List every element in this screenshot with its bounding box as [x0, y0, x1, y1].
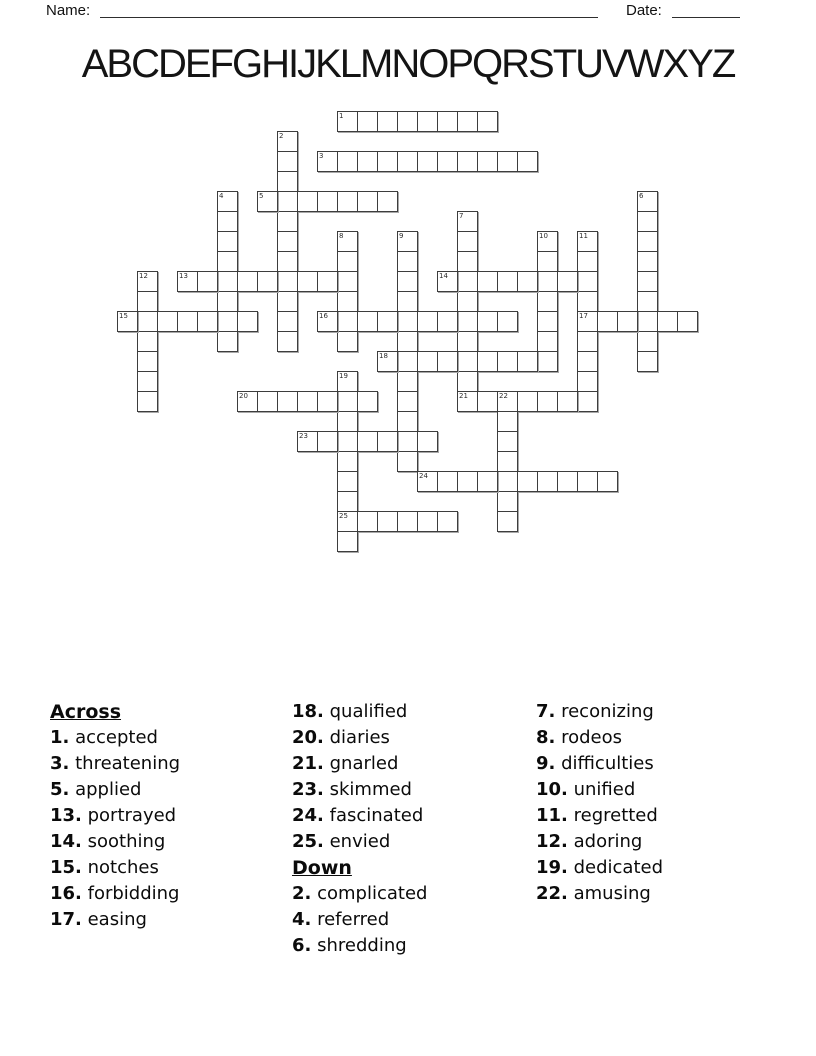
grid-cell[interactable] — [337, 371, 358, 392]
grid-cell[interactable] — [477, 151, 498, 172]
grid-cell[interactable] — [217, 291, 238, 312]
grid-cell[interactable] — [297, 191, 318, 212]
clue-word: gnarled — [323, 753, 399, 774]
grid-cell[interactable] — [537, 471, 558, 492]
grid-cell[interactable] — [517, 151, 538, 172]
grid-cell[interactable] — [537, 251, 558, 272]
clue-item — [292, 829, 427, 855]
cell-number: 7 — [459, 212, 464, 220]
grid-cell[interactable] — [237, 271, 258, 292]
clue-item — [50, 881, 180, 907]
grid-cell[interactable] — [477, 271, 498, 292]
grid-cell[interactable] — [457, 211, 478, 232]
clue-item — [50, 803, 180, 829]
grid-cell[interactable] — [217, 231, 238, 252]
grid-cell[interactable] — [237, 391, 258, 412]
grid-cell[interactable] — [357, 391, 378, 412]
grid-cell[interactable] — [497, 311, 518, 332]
grid-cell[interactable] — [517, 471, 538, 492]
grid-cell[interactable] — [637, 291, 658, 312]
cell-number: 18 — [379, 352, 388, 360]
grid-cell[interactable] — [417, 311, 438, 332]
grid-cell[interactable] — [417, 431, 438, 452]
grid-cell[interactable] — [217, 251, 238, 272]
clue-number: 3. — [50, 753, 70, 774]
grid-cell[interactable] — [397, 451, 418, 472]
grid-cell[interactable] — [577, 471, 598, 492]
grid-cell[interactable] — [497, 411, 518, 432]
grid-cell[interactable] — [137, 391, 158, 412]
grid-cell[interactable] — [557, 271, 578, 292]
grid-cell[interactable] — [497, 431, 518, 452]
grid-cell[interactable] — [497, 511, 518, 532]
grid-cell[interactable] — [317, 311, 338, 332]
grid-cell[interactable] — [257, 391, 278, 412]
grid-cell[interactable] — [457, 311, 478, 332]
grid-cell[interactable] — [257, 271, 278, 292]
grid-cell[interactable] — [637, 331, 658, 352]
grid-cell[interactable] — [517, 351, 538, 372]
grid-cell[interactable] — [277, 291, 298, 312]
cell-number: 2 — [279, 132, 284, 140]
grid-cell[interactable] — [257, 191, 278, 212]
clue-item — [292, 933, 427, 959]
name-label: Name: — [46, 2, 91, 19]
grid-cell[interactable] — [337, 411, 358, 432]
clues-section-header: Down — [292, 857, 352, 879]
grid-cell[interactable] — [137, 291, 158, 312]
grid-cell[interactable] — [357, 431, 378, 452]
clue-word: applied — [69, 779, 142, 800]
grid-cell[interactable] — [197, 271, 218, 292]
grid-cell[interactable] — [357, 311, 378, 332]
grid-cell[interactable] — [417, 111, 438, 132]
grid-cell[interactable] — [137, 271, 158, 292]
clue-number: 14. — [50, 831, 82, 852]
grid-cell[interactable] — [397, 111, 418, 132]
cell-number: 15 — [119, 312, 128, 320]
grid-cell[interactable] — [277, 211, 298, 232]
grid-cell[interactable] — [497, 351, 518, 372]
clue-item — [292, 777, 427, 803]
clue-word: complicated — [311, 883, 428, 904]
grid-cell[interactable] — [397, 371, 418, 392]
clue-number: 6. — [292, 935, 312, 956]
grid-cell[interactable] — [277, 331, 298, 352]
grid-cell[interactable] — [317, 431, 338, 452]
grid-cell[interactable] — [277, 271, 298, 292]
grid-cell[interactable] — [537, 391, 558, 412]
grid-cell[interactable] — [377, 151, 398, 172]
grid-cell[interactable] — [457, 271, 478, 292]
grid-cell[interactable] — [457, 331, 478, 352]
grid-cell[interactable] — [577, 391, 598, 412]
grid-cell[interactable] — [337, 231, 358, 252]
grid-cell[interactable] — [557, 391, 578, 412]
grid-cell[interactable] — [437, 471, 458, 492]
grid-cell[interactable] — [457, 351, 478, 372]
clue-word: threatening — [69, 753, 181, 774]
grid-cell[interactable] — [337, 471, 358, 492]
grid-cell[interactable] — [377, 191, 398, 212]
grid-cell[interactable] — [457, 231, 478, 252]
clue-number: 13. — [50, 805, 82, 826]
grid-cell[interactable] — [417, 511, 438, 532]
grid-cell[interactable] — [637, 351, 658, 372]
cell-number: 4 — [219, 192, 224, 200]
clue-word: accepted — [69, 727, 158, 748]
grid-cell[interactable] — [337, 271, 358, 292]
clue-word: regretted — [567, 805, 658, 826]
clue-number: 17. — [50, 909, 82, 930]
grid-cell[interactable] — [197, 311, 218, 332]
grid-cell[interactable] — [457, 471, 478, 492]
grid-cell[interactable] — [537, 331, 558, 352]
grid-cell[interactable] — [577, 331, 598, 352]
grid-cell[interactable] — [437, 351, 458, 372]
grid-cell[interactable] — [577, 291, 598, 312]
cell-number: 11 — [579, 232, 588, 240]
clues-section-header: Across — [50, 701, 122, 723]
grid-cell[interactable] — [577, 271, 598, 292]
grid-cell[interactable] — [397, 251, 418, 272]
date-label: Date: — [626, 2, 662, 19]
clue-word: shredding — [311, 935, 407, 956]
clue-word: skimmed — [323, 779, 412, 800]
clue-column-3 — [536, 699, 663, 907]
grid-cell[interactable] — [577, 251, 598, 272]
grid-cell[interactable] — [277, 251, 298, 272]
cell-number: 8 — [339, 232, 344, 240]
grid-cell[interactable] — [277, 151, 298, 172]
name-blank-line[interactable] — [100, 3, 598, 18]
clue-number: 7. — [536, 701, 556, 722]
clue-item — [292, 699, 427, 725]
clue-word: adoring — [567, 831, 643, 852]
grid-cell[interactable] — [637, 271, 658, 292]
grid-cell[interactable] — [217, 331, 238, 352]
cell-number: 10 — [539, 232, 548, 240]
clue-item — [292, 751, 427, 777]
clue-item — [536, 803, 663, 829]
grid-cell[interactable] — [397, 331, 418, 352]
grid-cell[interactable] — [337, 391, 358, 412]
grid-cell[interactable] — [617, 311, 638, 332]
grid-cell[interactable] — [277, 171, 298, 192]
grid-cell[interactable] — [297, 391, 318, 412]
clue-number: 1. — [50, 727, 70, 748]
grid-cell[interactable] — [377, 351, 398, 372]
grid-cell[interactable] — [277, 311, 298, 332]
grid-cell[interactable] — [657, 311, 678, 332]
grid-cell[interactable] — [477, 471, 498, 492]
grid-cell[interactable] — [497, 471, 518, 492]
grid-cell[interactable] — [477, 391, 498, 412]
grid-cell[interactable] — [337, 311, 358, 332]
cell-number: 6 — [639, 192, 644, 200]
grid-cell[interactable] — [537, 311, 558, 332]
grid-cell[interactable] — [537, 271, 558, 292]
grid-cell[interactable] — [677, 311, 698, 332]
clue-word: forbidding — [81, 883, 180, 904]
clue-word: unified — [567, 779, 636, 800]
grid-cell[interactable] — [477, 351, 498, 372]
cell-number: 23 — [299, 432, 308, 440]
cell-number: 25 — [339, 512, 348, 520]
grid-cell[interactable] — [217, 271, 238, 292]
clue-item — [50, 751, 180, 777]
grid-cell[interactable] — [497, 151, 518, 172]
grid-cell[interactable] — [277, 391, 298, 412]
grid-cell[interactable] — [417, 471, 438, 492]
grid-cell[interactable] — [417, 151, 438, 172]
grid-cell[interactable] — [497, 451, 518, 472]
grid-cell[interactable] — [117, 311, 138, 332]
clue-word: soothing — [81, 831, 166, 852]
grid-cell[interactable] — [377, 311, 398, 332]
grid-cell[interactable] — [377, 111, 398, 132]
clue-word: rodeos — [555, 727, 623, 748]
grid-cell[interactable] — [317, 391, 338, 412]
clue-column-1 — [50, 699, 180, 933]
clue-word: dedicated — [567, 857, 664, 878]
clue-number: 22. — [536, 883, 568, 904]
grid-cell[interactable] — [217, 191, 238, 212]
grid-cell[interactable] — [337, 531, 358, 552]
clue-item — [50, 829, 180, 855]
grid-cell[interactable] — [597, 311, 618, 332]
grid-cell[interactable] — [277, 131, 298, 152]
grid-cell[interactable] — [337, 291, 358, 312]
clues-section — [0, 699, 816, 1019]
clue-word: fascinated — [323, 805, 424, 826]
clue-word: portrayed — [81, 805, 177, 826]
clue-number: 21. — [292, 753, 324, 774]
grid-cell[interactable] — [357, 511, 378, 532]
grid-cell[interactable] — [457, 151, 478, 172]
clue-item — [536, 699, 663, 725]
clue-word: reconizing — [555, 701, 654, 722]
grid-cell[interactable] — [177, 311, 198, 332]
clue-number: 24. — [292, 805, 324, 826]
grid-cell[interactable] — [297, 431, 318, 452]
grid-cell[interactable] — [517, 271, 538, 292]
grid-cell[interactable] — [377, 511, 398, 532]
cell-number: 21 — [459, 392, 468, 400]
clue-number: 12. — [536, 831, 568, 852]
grid-cell[interactable] — [397, 511, 418, 532]
grid-cell[interactable] — [397, 291, 418, 312]
clue-item — [292, 881, 427, 907]
clue-item — [50, 725, 180, 751]
grid-cell[interactable] — [457, 391, 478, 412]
grid-cell[interactable] — [157, 311, 178, 332]
grid-cell[interactable] — [397, 271, 418, 292]
clue-item — [292, 725, 427, 751]
grid-cell[interactable] — [337, 451, 358, 472]
grid-cell[interactable] — [397, 431, 418, 452]
clue-number: 4. — [292, 909, 312, 930]
grid-cell[interactable] — [417, 351, 438, 372]
clue-number: 19. — [536, 857, 568, 878]
clue-item — [536, 881, 663, 907]
grid-cell[interactable] — [637, 251, 658, 272]
grid-cell[interactable] — [337, 251, 358, 272]
clue-item — [536, 751, 663, 777]
cell-number: 9 — [399, 232, 404, 240]
grid-cell[interactable] — [137, 311, 158, 332]
grid-cell[interactable] — [577, 351, 598, 372]
cell-number: 13 — [179, 272, 188, 280]
grid-cell[interactable] — [437, 511, 458, 532]
grid-cell[interactable] — [137, 331, 158, 352]
clue-item — [50, 907, 180, 933]
grid-cell[interactable] — [537, 231, 558, 252]
clue-item — [536, 829, 663, 855]
grid-cell[interactable] — [437, 311, 458, 332]
clue-column-2 — [292, 699, 427, 959]
grid-cell[interactable] — [337, 491, 358, 512]
grid-cell[interactable] — [637, 311, 658, 332]
grid-cell[interactable] — [537, 351, 558, 372]
grid-cell[interactable] — [577, 311, 598, 332]
grid-cell[interactable] — [457, 291, 478, 312]
grid-cell[interactable] — [337, 191, 358, 212]
grid-cell[interactable] — [357, 111, 378, 132]
clue-item — [292, 907, 427, 933]
grid-cell[interactable] — [577, 371, 598, 392]
grid-cell[interactable] — [337, 511, 358, 532]
grid-cell[interactable] — [397, 311, 418, 332]
clue-number: 15. — [50, 857, 82, 878]
grid-cell[interactable] — [217, 211, 238, 232]
cell-number: 20 — [239, 392, 248, 400]
clue-word: notches — [81, 857, 159, 878]
grid-cell[interactable] — [217, 311, 238, 332]
grid-cell[interactable] — [177, 271, 198, 292]
clue-word: envied — [323, 831, 391, 852]
grid-cell[interactable] — [317, 271, 338, 292]
clue-number: 10. — [536, 779, 568, 800]
grid-cell[interactable] — [337, 431, 358, 452]
grid-cell[interactable] — [497, 491, 518, 512]
alphabet-title: ABCDEFGHIJKLMNOPQRSTUVWXYZ — [81, 42, 735, 86]
clue-word: diaries — [323, 727, 390, 748]
clue-item — [50, 777, 180, 803]
grid-cell[interactable] — [457, 251, 478, 272]
grid-cell[interactable] — [517, 391, 538, 412]
clue-number: 23. — [292, 779, 324, 800]
clue-number: 20. — [292, 727, 324, 748]
cell-number: 22 — [499, 392, 508, 400]
cell-number: 12 — [139, 272, 148, 280]
grid-cell[interactable] — [577, 231, 598, 252]
grid-cell[interactable] — [337, 331, 358, 352]
cell-number: 16 — [319, 312, 328, 320]
grid-cell[interactable] — [337, 151, 358, 172]
clue-word: qualified — [323, 701, 408, 722]
grid-cell[interactable] — [377, 431, 398, 452]
grid-cell[interactable] — [277, 191, 298, 212]
grid-cell[interactable] — [317, 191, 338, 212]
grid-cell[interactable] — [357, 151, 378, 172]
grid-cell[interactable] — [637, 191, 658, 212]
grid-cell[interactable] — [397, 411, 418, 432]
grid-cell[interactable] — [637, 231, 658, 252]
grid-cell[interactable] — [277, 231, 298, 252]
grid-cell[interactable] — [317, 151, 338, 172]
grid-cell[interactable] — [557, 471, 578, 492]
cell-number: 14 — [439, 272, 448, 280]
clue-item — [50, 855, 180, 881]
grid-cell[interactable] — [497, 391, 518, 412]
grid-cell[interactable] — [497, 271, 518, 292]
date-blank-line[interactable] — [672, 3, 740, 18]
grid-cell[interactable] — [437, 151, 458, 172]
grid-cell[interactable] — [297, 271, 318, 292]
cell-number: 1 — [339, 112, 344, 120]
clue-word: difficulties — [555, 753, 654, 774]
clue-item — [292, 803, 427, 829]
grid-cell[interactable] — [637, 211, 658, 232]
clue-number: 5. — [50, 779, 70, 800]
grid-cell[interactable] — [597, 471, 618, 492]
clue-number: 18. — [292, 701, 324, 722]
clue-number: 2. — [292, 883, 312, 904]
grid-cell[interactable] — [357, 191, 378, 212]
cell-number: 3 — [319, 152, 324, 160]
cell-number: 5 — [259, 192, 264, 200]
clue-word: amusing — [567, 883, 651, 904]
clue-item — [536, 777, 663, 803]
clue-word: easing — [81, 909, 147, 930]
grid-cell[interactable] — [437, 111, 458, 132]
grid-cell[interactable] — [457, 111, 478, 132]
grid-cell[interactable] — [337, 111, 358, 132]
grid-cell[interactable] — [477, 111, 498, 132]
grid-cell[interactable] — [477, 311, 498, 332]
clue-item — [536, 855, 663, 881]
grid-cell[interactable] — [397, 151, 418, 172]
clue-number: 9. — [536, 753, 556, 774]
clue-number: 8. — [536, 727, 556, 748]
cell-number: 19 — [339, 372, 348, 380]
clue-word: referred — [311, 909, 390, 930]
cell-number: 17 — [579, 312, 588, 320]
grid-cell[interactable] — [237, 311, 258, 332]
grid-cell[interactable] — [397, 231, 418, 252]
grid-cell[interactable] — [457, 371, 478, 392]
grid-cell[interactable] — [397, 351, 418, 372]
clue-number: 16. — [50, 883, 82, 904]
clue-number: 11. — [536, 805, 568, 826]
grid-cell[interactable] — [437, 271, 458, 292]
cell-number: 24 — [419, 472, 428, 480]
grid-cell[interactable] — [537, 291, 558, 312]
clue-number: 25. — [292, 831, 324, 852]
grid-cell[interactable] — [137, 351, 158, 372]
clue-item — [536, 725, 663, 751]
grid-cell[interactable] — [137, 371, 158, 392]
grid-cell[interactable] — [397, 391, 418, 412]
